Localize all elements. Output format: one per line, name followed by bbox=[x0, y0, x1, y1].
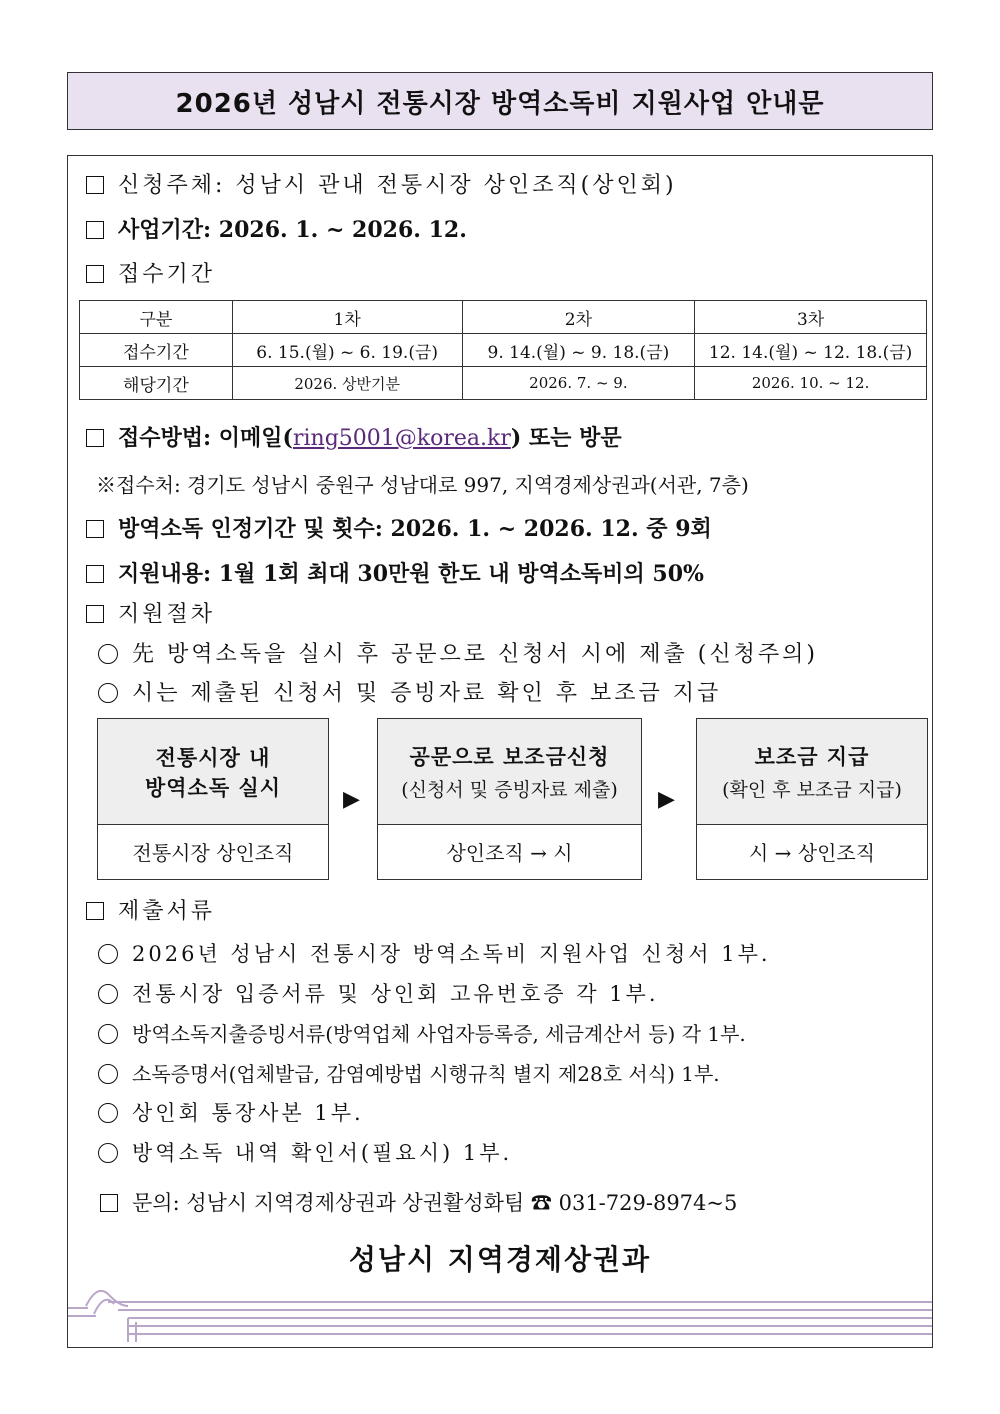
table-cell: 해당기간 bbox=[80, 367, 233, 400]
circle-bullet-icon bbox=[98, 644, 118, 664]
procedure-heading: 지원절차 bbox=[86, 597, 215, 628]
checkbox-square-icon bbox=[86, 176, 104, 194]
title-box bbox=[67, 72, 933, 130]
checkbox-square-icon bbox=[86, 429, 104, 447]
checkbox-square-icon bbox=[100, 1194, 118, 1212]
decorative-wave-lines bbox=[68, 1278, 932, 1346]
table-cell: 2026. 7. ~ 9. bbox=[462, 367, 695, 400]
procedure-item: 시는 제출된 신청서 및 증빙자료 확인 후 보조금 지급 bbox=[98, 676, 721, 707]
table-cell: 9. 14.(월) ~ 9. 18.(금) bbox=[462, 334, 695, 367]
table-row bbox=[80, 334, 927, 367]
applicant-line: 신청주체: 성남시 관내 전통시장 상인조직(상인회) bbox=[86, 168, 677, 199]
support-line: 지원내용: 1월 1회 최대 30만원 한도 내 방역소독비의 50% bbox=[86, 557, 704, 588]
flow-step-title: 공문으로 보조금신청 (신청서 및 증빙자료 제출) bbox=[378, 719, 641, 825]
document-item: 상인회 통장사본 1부. bbox=[98, 1097, 364, 1127]
flow-step-2 bbox=[377, 718, 642, 880]
document-item: 방역소독 내역 확인서(필요시) 1부. bbox=[98, 1137, 512, 1167]
checkbox-square-icon bbox=[86, 221, 104, 239]
checkbox-square-icon bbox=[86, 902, 104, 920]
table-header-row bbox=[80, 301, 927, 334]
flow-step-actor: 전통시장 상인조직 bbox=[132, 841, 294, 865]
email-link[interactable]: ring5001@korea.kr bbox=[292, 426, 511, 451]
documents-heading: 제출서류 bbox=[86, 894, 215, 925]
checkbox-square-icon bbox=[86, 605, 104, 623]
circle-bullet-icon bbox=[98, 984, 118, 1004]
table-cell: 2차 bbox=[462, 301, 695, 334]
table-row bbox=[80, 367, 927, 400]
table-cell: 접수기간 bbox=[80, 334, 233, 367]
circle-bullet-icon bbox=[98, 1103, 118, 1123]
business-period-line: 사업기간: 2026. 1. ~ 2026. 12. bbox=[86, 213, 467, 244]
circle-bullet-icon bbox=[98, 683, 118, 703]
flow-step-3 bbox=[696, 718, 928, 880]
contact-line: 문의: 성남시 지역경제상권과 상권활성화팀 ☎ 031-729-8974~5 bbox=[100, 1187, 737, 1217]
document-item: 2026년 성남시 전통시장 방역소독비 지원사업 신청서 1부. bbox=[98, 938, 771, 968]
recognition-line: 방역소독 인정기간 및 횟수: 2026. 1. ~ 2026. 12. 중 9회 bbox=[86, 512, 712, 543]
page-title: 2026년 성남시 전통시장 방역소독비 지원사업 안내문 bbox=[175, 88, 825, 119]
method-line: 접수방법: 이메일(ring5001@korea.kr) 또는 방문 bbox=[86, 421, 622, 452]
table-cell: 2026. 10. ~ 12. bbox=[695, 367, 927, 400]
circle-bullet-icon bbox=[98, 944, 118, 964]
play-arrow-icon: ▶ bbox=[343, 787, 360, 812]
table-cell: 3차 bbox=[695, 301, 927, 334]
document-item: 방역소독지출증빙서류(방역업체 사업자등록증, 세금계산서 등) 각 1부. bbox=[98, 1018, 746, 1047]
circle-bullet-icon bbox=[98, 1024, 118, 1044]
reception-period-table bbox=[79, 300, 927, 400]
table-cell: 12. 14.(월) ~ 12. 18.(금) bbox=[695, 334, 927, 367]
circle-bullet-icon bbox=[98, 1064, 118, 1084]
table-cell: 6. 15.(월) ~ 6. 19.(금) bbox=[232, 334, 462, 367]
reception-heading: 접수기간 bbox=[86, 257, 215, 288]
document-item: 소독증명서(업체발급, 감염예방법 시행규칙 별지 제28호 서식) 1부. bbox=[98, 1058, 720, 1087]
table-cell: 2026. 상반기분 bbox=[232, 367, 462, 400]
circle-bullet-icon bbox=[98, 1143, 118, 1163]
table-cell: 구분 bbox=[80, 301, 233, 334]
flow-step-title: 전통시장 내 방역소독 실시 bbox=[98, 719, 328, 825]
flow-step-actor: 시 → 상인조직 bbox=[748, 841, 876, 865]
reception-place-note: ※접수처: 경기도 성남시 중원구 성남대로 997, 지역경제상권과(서관, 7층) bbox=[96, 473, 749, 497]
document-item: 전통시장 입증서류 및 상인회 고유번호증 각 1부. bbox=[98, 978, 659, 1008]
flow-step-title: 보조금 지급 (확인 후 보조금 지급) bbox=[697, 719, 927, 825]
play-arrow-icon: ▶ bbox=[658, 787, 675, 812]
flow-step-1 bbox=[97, 718, 329, 880]
checkbox-square-icon bbox=[86, 520, 104, 538]
checkbox-square-icon bbox=[86, 565, 104, 583]
table-cell: 1차 bbox=[232, 301, 462, 334]
footer-organization: 성남시 지역경제상권과 bbox=[348, 1243, 652, 1276]
procedure-item: 先 방역소독을 실시 후 공문으로 신청서 시에 제출 (신청주의) bbox=[98, 637, 818, 668]
flow-step-actor: 상인조직 → 시 bbox=[446, 841, 573, 865]
checkbox-square-icon bbox=[86, 265, 104, 283]
